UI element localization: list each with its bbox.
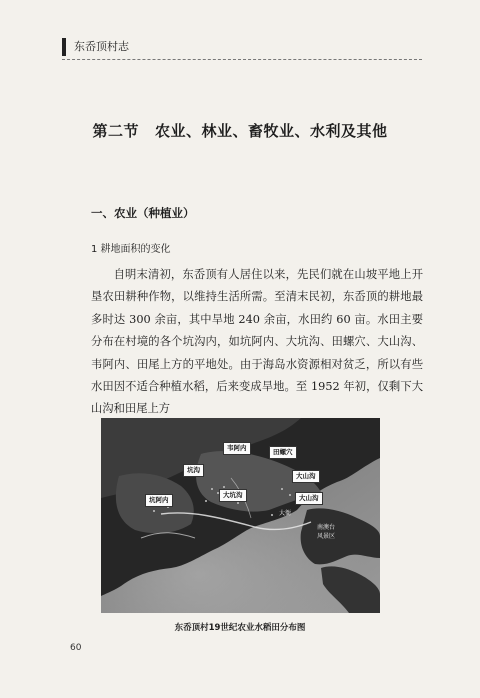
map-label-wei-a-nei: 韦阿内	[223, 442, 251, 455]
map-place-nan-ao-tai: 南澳台	[317, 524, 336, 531]
map-label-tian-luo-xue: 田螺穴	[269, 446, 297, 459]
aerial-photo	[101, 418, 380, 613]
map-place-scenic-area: 风景区	[317, 533, 336, 540]
section-number: 第二节	[92, 122, 139, 140]
section-title-text: 农业、林业、畜牧业、水利及其他	[155, 122, 388, 140]
minor-heading: 1 耕地面积的变化	[91, 244, 171, 255]
map-label-da-keng-gou: 大坑沟	[219, 489, 247, 502]
map-place-da-ya: 大衙	[279, 510, 292, 517]
section-title	[0, 120, 480, 141]
header-dashed-rule	[62, 59, 422, 60]
map-label-da-shan-gou-2: 大山沟	[295, 492, 323, 505]
body-paragraph: 自明末清初，东岙顶有人居住以来，先民们就在山坡平地上开垦农田耕种作物，以维持生活所需。至清末民初，东岙顶的耕地最多时达 300 余亩，其中旱地 240 余亩，水田约 60 亩。水田主要分布在村境的各个坑沟内，如坑阿内、大坑沟、田螺穴、大山沟、韦阿内、田尾上方的平地处。由于海岛水资源相对贫乏，所以有些水田因不适合种植水稻，后来变成旱地。至 1952 年初，仅剩下大山沟和田尾上方	[91, 268, 423, 416]
running-header-title: 东岙顶村志	[74, 40, 129, 53]
header-accent-bar	[62, 38, 66, 56]
subsection-heading: 一、农业（种植业）	[91, 206, 195, 220]
map-label-da-shan-gou-1: 大山沟	[292, 470, 320, 483]
page-number: 60	[70, 643, 82, 653]
map-label-keng-a-nei: 坑阿内	[145, 494, 173, 507]
figure-caption: 东岙顶村19世纪农业水稻田分布图	[174, 623, 306, 633]
map-label-keng-gou: 坑沟	[183, 464, 204, 477]
